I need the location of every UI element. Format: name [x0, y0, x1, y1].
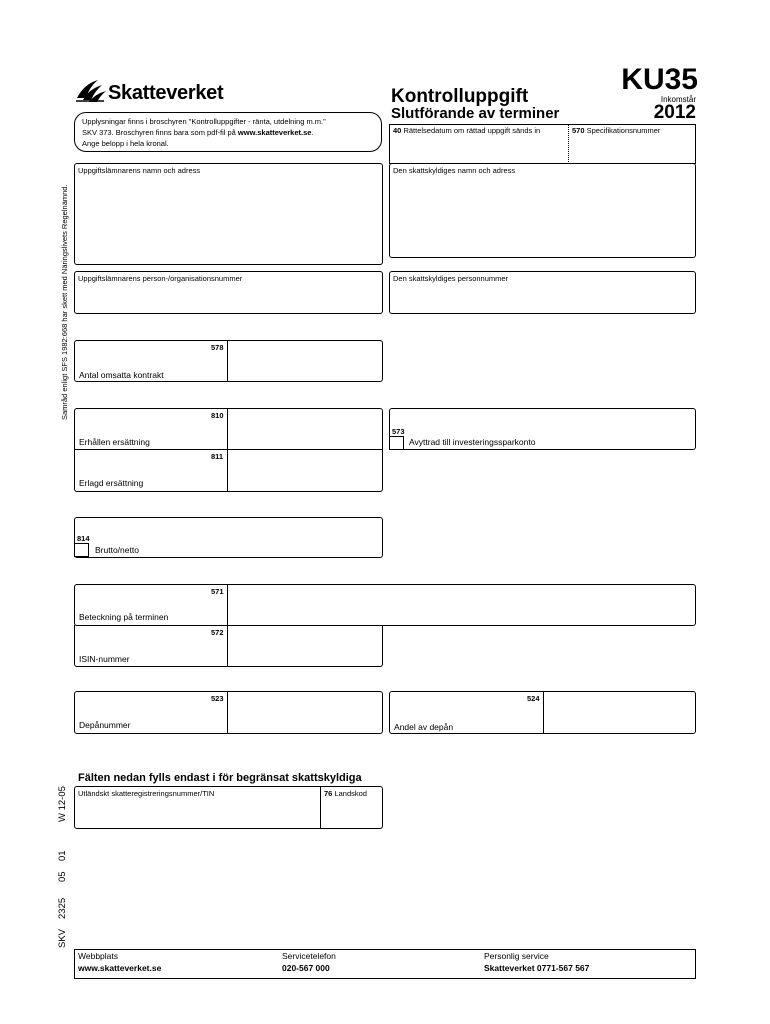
field-578-input[interactable]	[228, 341, 381, 381]
issuer-id-label: Uppgiftslämnarens person-/organisationsnummer	[78, 274, 243, 283]
field-814-checkbox[interactable]	[74, 543, 89, 557]
field-810-label: Erhållen ersättning	[79, 437, 150, 447]
code-01: 01	[57, 850, 68, 861]
field-573-label: Avyttrad till investeringssparkonto	[409, 437, 536, 447]
tin-label: Utländskt skatteregistreringsnummer/TIN	[78, 789, 215, 798]
field-523-input[interactable]	[228, 692, 381, 733]
income-year: 2012	[653, 102, 696, 123]
skatteverket-logo	[74, 76, 234, 106]
code-skv: SKV	[57, 928, 68, 948]
field-573-checkbox[interactable]	[389, 436, 404, 450]
field-524-label: Andel av depån	[394, 722, 454, 732]
code-05: 05	[57, 871, 68, 882]
field-570-text: Specifikationsnummer	[586, 126, 661, 135]
field-524-input[interactable]	[544, 692, 694, 733]
field-570-code: 570	[572, 126, 585, 135]
footer-box	[74, 949, 696, 979]
field-810-input[interactable]	[228, 409, 381, 448]
field-571-code: 571	[211, 587, 224, 596]
info-line-2	[82, 127, 382, 138]
field-578-code: 578	[211, 343, 224, 352]
field-571-input[interactable]	[228, 585, 694, 625]
field-523-label: Depånummer	[79, 720, 131, 730]
field-573-code: 573	[392, 427, 405, 436]
field-572-label: ISIN-nummer	[79, 654, 130, 664]
field-570-input[interactable]	[569, 136, 695, 163]
field-523-code: 523	[211, 694, 224, 703]
field-811-input[interactable]	[228, 450, 381, 490]
issuer-name-label: Uppgiftslämnarens namn och adress	[78, 166, 201, 175]
footer-personal-value: Skatteverket 0771-567 567	[484, 963, 590, 973]
field-572-code: 572	[211, 628, 224, 637]
form-code: KU35	[621, 63, 698, 96]
field-814-code: 814	[77, 534, 90, 543]
limited-section-heading: Fälten nedan fylls endast i för begränsat skattskyldiga	[78, 772, 362, 784]
info-line-2-suffix: .	[311, 128, 314, 137]
field-810-code: 810	[211, 411, 224, 420]
field-571-label: Beteckning på terminen	[79, 612, 169, 622]
info-line-3: Ange belopp i hela kronal.	[82, 139, 169, 148]
code-2325: 2325	[57, 897, 68, 919]
country-code-input[interactable]	[321, 799, 381, 828]
field-811-code: 811	[211, 452, 224, 461]
field-578-label: Antal omsatta kontrakt	[79, 370, 164, 380]
info-line-1: Upplysningar finns i broschyren "Kontrolluppgifter - ränta, utdelning m.m."	[82, 117, 326, 126]
field-572-input[interactable]	[228, 626, 381, 666]
footer-phone-value: 020-567 000	[282, 963, 330, 973]
taxpayer-name-label: Den skattskyldiges namn och adress	[393, 166, 516, 175]
income-year-label: Inkomstår	[660, 95, 696, 104]
side-text: Samråd enligt SFS 1982:668 har skett med Näringslivets Regelnämnd.	[60, 184, 69, 420]
field-40-text: Rättelsedatum om rättad uppgift sänds in	[403, 126, 541, 135]
field-40-label	[393, 126, 540, 135]
field-811-label: Erlagd ersättning	[79, 478, 144, 488]
footer-personal-label: Personlig service	[484, 951, 549, 961]
code-w: W 12-05	[57, 786, 68, 822]
form-title: Kontrolluppgift	[391, 86, 529, 107]
footer-web-value[interactable]: www.skatteverket.se	[78, 963, 162, 973]
footer-phone-label: Servicetelefon	[282, 951, 336, 961]
field-40-input[interactable]	[390, 136, 567, 163]
field-570-label	[572, 126, 660, 135]
taxpayer-id-label: Den skattskyldiges personnummer	[393, 274, 509, 283]
taxpayer-name-field[interactable]	[389, 163, 696, 258]
field-40-code: 40	[393, 126, 402, 135]
country-code-label	[324, 789, 367, 798]
agency-name: Skatteverket	[108, 82, 224, 104]
form-subtitle: Slutförande av terminer	[391, 105, 560, 122]
tin-input[interactable]	[75, 799, 319, 828]
info-text	[82, 116, 382, 149]
field-814-label: Brutto/netto	[95, 545, 139, 555]
country-code-text: Landskod	[334, 789, 367, 798]
footer-web-label: Webbplats	[78, 951, 119, 961]
field-524-code: 524	[527, 694, 540, 703]
issuer-name-field[interactable]	[74, 163, 383, 265]
country-code-number: 76	[324, 789, 333, 798]
crown-wave-icon	[74, 76, 108, 104]
website-link[interactable]: www.skatteverket.se	[237, 128, 312, 137]
info-line-2-prefix: SKV 373. Broschyren finns bara som pdf-fil på	[82, 128, 238, 137]
